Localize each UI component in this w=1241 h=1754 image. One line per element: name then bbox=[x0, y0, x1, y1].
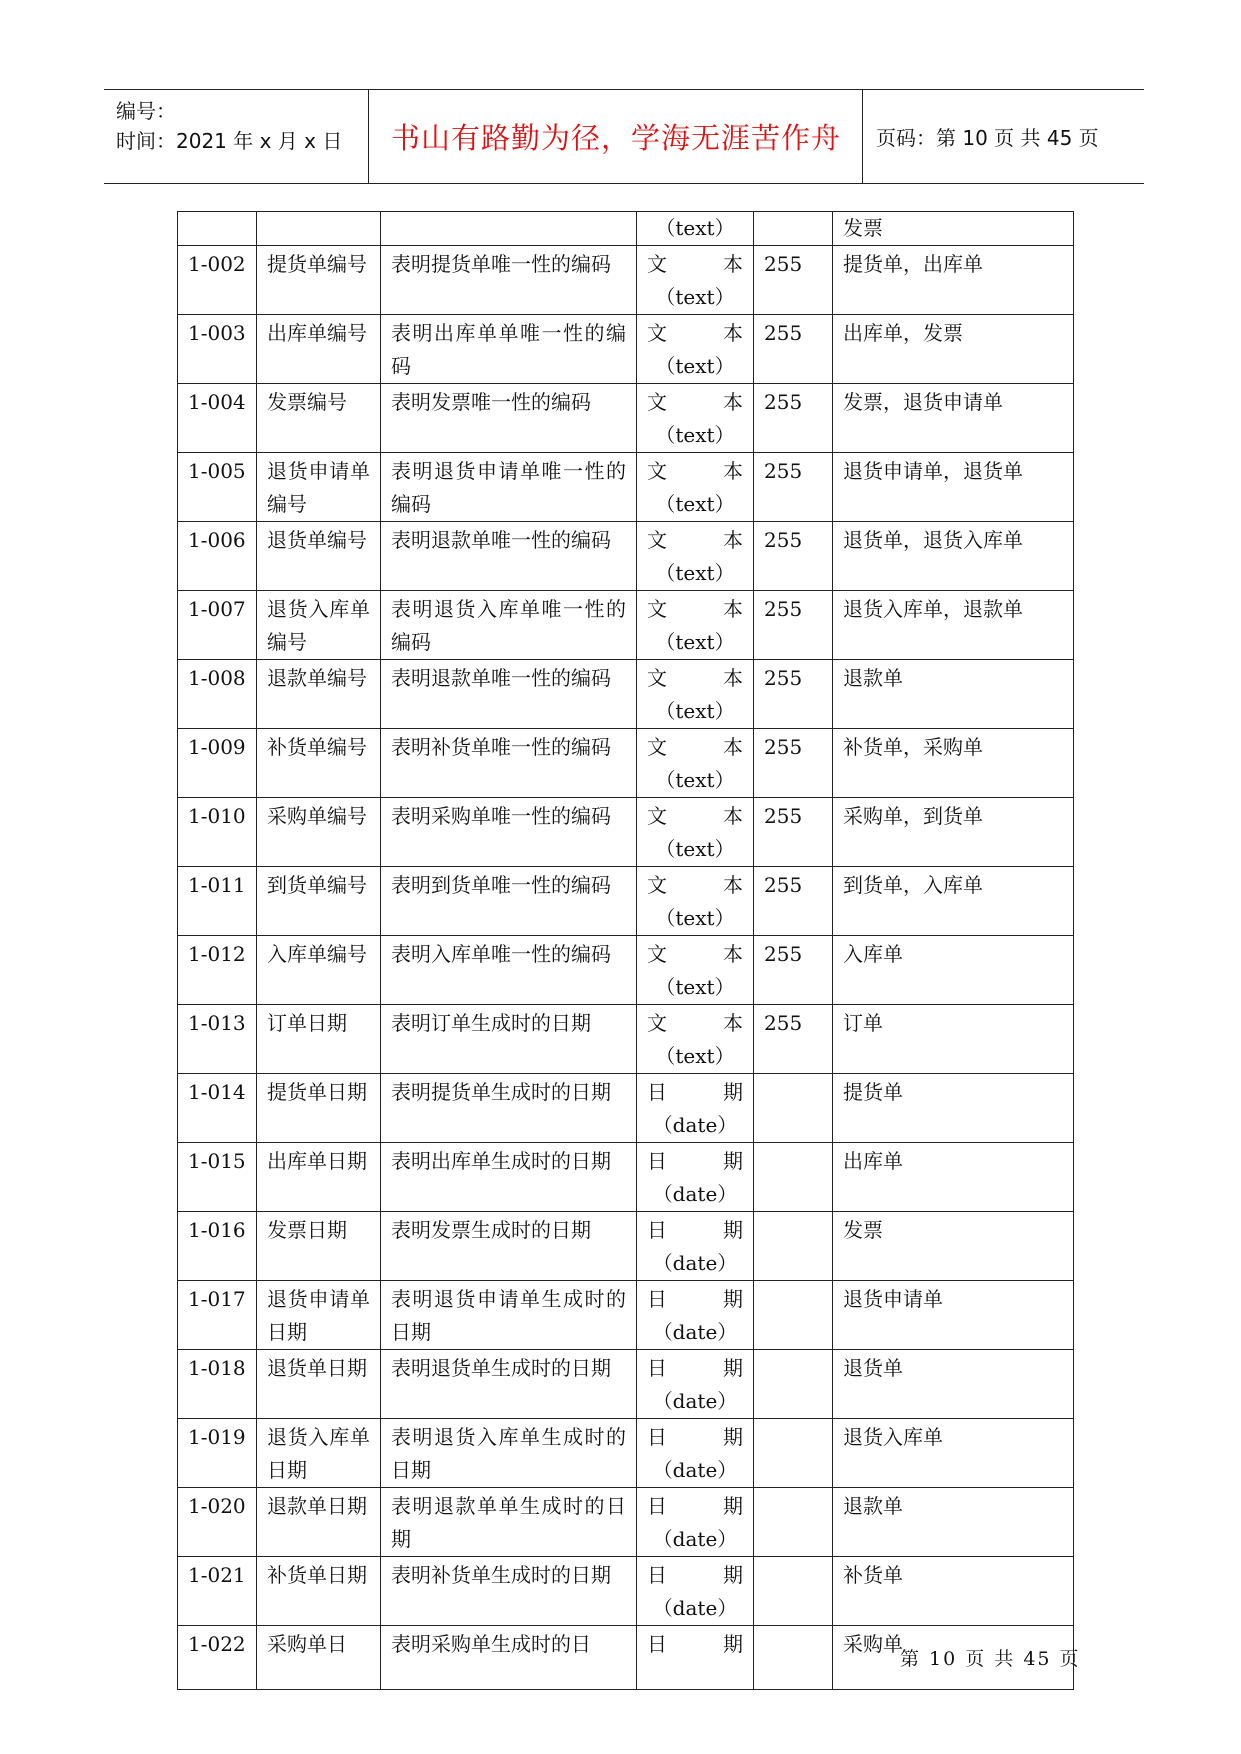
cell-id: 1-013 bbox=[178, 1005, 257, 1074]
cell-type-label: 文 本 bbox=[647, 597, 743, 621]
cell-length: 255 bbox=[754, 246, 833, 315]
cell-type-code: （date） bbox=[652, 1458, 738, 1482]
cell-used-in: 退货申请单 bbox=[833, 1281, 1074, 1350]
cell-type-code: （text） bbox=[655, 492, 735, 516]
cell-name: 采购单编号 bbox=[257, 798, 381, 867]
cell-used-in: 提货单，出库单 bbox=[833, 246, 1074, 315]
cell-type-label: 日 期 bbox=[647, 1356, 743, 1380]
cell-length: 255 bbox=[754, 798, 833, 867]
cell-id: 1-022 bbox=[178, 1626, 257, 1690]
cell-id: 1-009 bbox=[178, 729, 257, 798]
cell-length bbox=[754, 1281, 833, 1350]
cell-type-label: 日 期 bbox=[647, 1218, 743, 1242]
cell-type-label: 文 本 bbox=[647, 252, 743, 276]
cell-description: 表明退款单唯一性的编码 bbox=[381, 522, 637, 591]
cell-type-label: 日 期 bbox=[647, 1080, 743, 1104]
cell-length: 255 bbox=[754, 936, 833, 1005]
cell-length bbox=[754, 1212, 833, 1281]
cell-description: 表明退货单生成时的日期 bbox=[381, 1350, 637, 1419]
table-row bbox=[178, 315, 1074, 384]
cell-length bbox=[754, 1626, 833, 1690]
cell-type-code: （text） bbox=[655, 630, 735, 654]
cell-name: 出库单编号 bbox=[257, 315, 381, 384]
cell-used-in: 提货单 bbox=[833, 1074, 1074, 1143]
cell-type-code: （text） bbox=[655, 285, 735, 309]
cell-id: 1-004 bbox=[178, 384, 257, 453]
table-row bbox=[178, 1488, 1074, 1557]
cell-type-code: （date） bbox=[652, 1251, 738, 1275]
cell-name: 退货单编号 bbox=[257, 522, 381, 591]
cell-length: 255 bbox=[754, 867, 833, 936]
cell-used-in: 发票 bbox=[833, 212, 1074, 246]
cell-name: 采购单日 bbox=[257, 1626, 381, 1690]
cell-used-in: 退货入库单，退款单 bbox=[833, 591, 1074, 660]
cell-length bbox=[754, 1074, 833, 1143]
cell-name: 退货申请单编号 bbox=[257, 453, 381, 522]
cell-description: 表明补货单生成时的日期 bbox=[381, 1557, 637, 1626]
document-time-label: 时间：2021 年 x 月 x 日 bbox=[116, 129, 343, 153]
cell-description: 表明提货单生成时的日期 bbox=[381, 1074, 637, 1143]
cell-description: 表明采购单唯一性的编码 bbox=[381, 798, 637, 867]
cell-type-label: 文 本 bbox=[647, 528, 743, 552]
cell-type-code: （date） bbox=[652, 1320, 738, 1344]
cell-type-code: （date） bbox=[652, 1113, 738, 1137]
cell-used-in: 采购单，到货单 bbox=[833, 798, 1074, 867]
cell-type-label: 文 本 bbox=[647, 873, 743, 897]
cell-used-in: 退货申请单，退货单 bbox=[833, 453, 1074, 522]
cell-length: 255 bbox=[754, 522, 833, 591]
cell-name: 出库单日期 bbox=[257, 1143, 381, 1212]
table-row bbox=[178, 1005, 1074, 1074]
cell-description: 表明到货单唯一性的编码 bbox=[381, 867, 637, 936]
cell-id: 1-018 bbox=[178, 1350, 257, 1419]
table-row bbox=[178, 936, 1074, 1005]
cell-description: 表明提货单唯一性的编码 bbox=[381, 246, 637, 315]
cell-length bbox=[754, 1419, 833, 1488]
cell-used-in: 退货单 bbox=[833, 1350, 1074, 1419]
cell-name: 补货单编号 bbox=[257, 729, 381, 798]
cell-description: 表明退款单单生成时的日期 bbox=[381, 1488, 637, 1557]
cell-used-in: 订单 bbox=[833, 1005, 1074, 1074]
cell-id: 1-021 bbox=[178, 1557, 257, 1626]
table-row bbox=[178, 1419, 1074, 1488]
cell-used-in: 出库单 bbox=[833, 1143, 1074, 1212]
cell-id: 1-020 bbox=[178, 1488, 257, 1557]
cell-description: 表明退货入库单唯一性的编码 bbox=[381, 591, 637, 660]
cell-type-code: （text） bbox=[655, 699, 735, 723]
cell-id: 1-019 bbox=[178, 1419, 257, 1488]
cell-name: 订单日期 bbox=[257, 1005, 381, 1074]
cell-type bbox=[637, 591, 754, 660]
cell-description bbox=[381, 212, 637, 246]
cell-type bbox=[637, 936, 754, 1005]
cell-id: 1-014 bbox=[178, 1074, 257, 1143]
cell-used-in: 到货单，入库单 bbox=[833, 867, 1074, 936]
cell-name: 入库单编号 bbox=[257, 936, 381, 1005]
cell-id: 1-010 bbox=[178, 798, 257, 867]
header-page-label: 页码：第 10 页 共 45 页 bbox=[876, 126, 1099, 150]
cell-type-label: 文 本 bbox=[647, 804, 743, 828]
table-row bbox=[178, 798, 1074, 867]
table-row bbox=[178, 384, 1074, 453]
cell-used-in: 入库单 bbox=[833, 936, 1074, 1005]
cell-id: 1-008 bbox=[178, 660, 257, 729]
cell-used-in: 退货单，退货入库单 bbox=[833, 522, 1074, 591]
cell-type bbox=[637, 1557, 754, 1626]
cell-name: 退货入库单日期 bbox=[257, 1419, 381, 1488]
cell-type-label: 日 期 bbox=[647, 1149, 743, 1173]
cell-type-code: （text） bbox=[655, 216, 735, 240]
table-row bbox=[178, 522, 1074, 591]
cell-type-code: （date） bbox=[652, 1182, 738, 1206]
cell-type-code: （text） bbox=[655, 906, 735, 930]
cell-type bbox=[637, 1005, 754, 1074]
cell-type-code: （date） bbox=[652, 1389, 738, 1413]
cell-description: 表明出库单生成时的日期 bbox=[381, 1143, 637, 1212]
cell-name: 退货入库单编号 bbox=[257, 591, 381, 660]
cell-id: 1-005 bbox=[178, 453, 257, 522]
cell-name: 提货单日期 bbox=[257, 1074, 381, 1143]
table-row bbox=[178, 212, 1074, 246]
cell-description: 表明订单生成时的日期 bbox=[381, 1005, 637, 1074]
header-info bbox=[116, 96, 366, 156]
cell-type bbox=[637, 522, 754, 591]
cell-description: 表明出库单单唯一性的编码 bbox=[381, 315, 637, 384]
cell-used-in: 退款单 bbox=[833, 660, 1074, 729]
cell-id: 1-003 bbox=[178, 315, 257, 384]
cell-length: 255 bbox=[754, 315, 833, 384]
cell-type bbox=[637, 1143, 754, 1212]
cell-type-code: （date） bbox=[652, 1596, 738, 1620]
cell-type bbox=[637, 1074, 754, 1143]
cell-type bbox=[637, 315, 754, 384]
cell-type bbox=[637, 867, 754, 936]
cell-type bbox=[637, 1212, 754, 1281]
cell-type-code: （text） bbox=[655, 975, 735, 999]
cell-type-label: 文 本 bbox=[647, 735, 743, 759]
header-divider bbox=[862, 90, 863, 183]
table-row bbox=[178, 591, 1074, 660]
cell-type bbox=[637, 1350, 754, 1419]
table-row bbox=[178, 1074, 1074, 1143]
table-row bbox=[178, 453, 1074, 522]
table-row bbox=[178, 867, 1074, 936]
cell-name: 退货申请单日期 bbox=[257, 1281, 381, 1350]
table-row bbox=[178, 1212, 1074, 1281]
cell-name: 补货单日期 bbox=[257, 1557, 381, 1626]
cell-description: 表明补货单唯一性的编码 bbox=[381, 729, 637, 798]
cell-type bbox=[637, 1626, 754, 1690]
cell-length bbox=[754, 1557, 833, 1626]
cell-type-label: 文 本 bbox=[647, 321, 743, 345]
table-row bbox=[178, 1281, 1074, 1350]
cell-id: 1-002 bbox=[178, 246, 257, 315]
cell-description: 表明退货入库单生成时的日期 bbox=[381, 1419, 637, 1488]
cell-length: 255 bbox=[754, 384, 833, 453]
cell-id: 1-016 bbox=[178, 1212, 257, 1281]
cell-used-in: 发票 bbox=[833, 1212, 1074, 1281]
cell-type bbox=[637, 1488, 754, 1557]
table-row bbox=[178, 660, 1074, 729]
cell-length bbox=[754, 1488, 833, 1557]
cell-description: 表明发票唯一性的编码 bbox=[381, 384, 637, 453]
cell-length bbox=[754, 1350, 833, 1419]
document-number-label: 编号： bbox=[116, 99, 176, 123]
cell-name: 退货单日期 bbox=[257, 1350, 381, 1419]
cell-id: 1-012 bbox=[178, 936, 257, 1005]
cell-description: 表明退货申请单生成时的日期 bbox=[381, 1281, 637, 1350]
table-row bbox=[178, 1143, 1074, 1212]
cell-type-label: 日 期 bbox=[647, 1425, 743, 1449]
cell-length: 255 bbox=[754, 1005, 833, 1074]
cell-used-in: 补货单 bbox=[833, 1557, 1074, 1626]
cell-name: 提货单编号 bbox=[257, 246, 381, 315]
cell-description: 表明退款单唯一性的编码 bbox=[381, 660, 637, 729]
cell-type bbox=[637, 453, 754, 522]
cell-type-code: （text） bbox=[655, 354, 735, 378]
cell-description: 表明退货申请单唯一性的编码 bbox=[381, 453, 637, 522]
cell-used-in: 出库单，发票 bbox=[833, 315, 1074, 384]
cell-type bbox=[637, 384, 754, 453]
cell-used-in: 退款单 bbox=[833, 1488, 1074, 1557]
cell-type-label: 日 期 bbox=[647, 1563, 743, 1587]
cell-type-label: 文 本 bbox=[647, 459, 743, 483]
cell-length bbox=[754, 212, 833, 246]
cell-type bbox=[637, 246, 754, 315]
data-dictionary-table bbox=[177, 211, 1074, 1690]
cell-name: 退款单编号 bbox=[257, 660, 381, 729]
cell-type bbox=[637, 798, 754, 867]
cell-used-in: 补货单，采购单 bbox=[833, 729, 1074, 798]
cell-used-in: 采购单 bbox=[833, 1626, 1074, 1690]
cell-name: 发票日期 bbox=[257, 1212, 381, 1281]
cell-id: 1-015 bbox=[178, 1143, 257, 1212]
cell-used-in: 退货入库单 bbox=[833, 1419, 1074, 1488]
cell-description: 表明入库单唯一性的编码 bbox=[381, 936, 637, 1005]
cell-type-label: 文 本 bbox=[647, 942, 743, 966]
cell-length bbox=[754, 1143, 833, 1212]
cell-type-code: （text） bbox=[655, 1044, 735, 1068]
cell-length: 255 bbox=[754, 453, 833, 522]
page-header bbox=[104, 89, 1144, 184]
cell-type-label: 文 本 bbox=[647, 390, 743, 414]
cell-type bbox=[637, 212, 754, 246]
cell-name: 退款单日期 bbox=[257, 1488, 381, 1557]
cell-description: 表明发票生成时的日期 bbox=[381, 1212, 637, 1281]
cell-description: 表明采购单生成时的日 bbox=[381, 1626, 637, 1690]
cell-type-code: （text） bbox=[655, 768, 735, 792]
cell-name: 发票编号 bbox=[257, 384, 381, 453]
cell-type bbox=[637, 1419, 754, 1488]
cell-type-label: 日 期 bbox=[647, 1287, 743, 1311]
cell-type bbox=[637, 660, 754, 729]
cell-type-code: （text） bbox=[655, 423, 735, 447]
cell-id: 1-017 bbox=[178, 1281, 257, 1350]
cell-type bbox=[637, 1281, 754, 1350]
header-motto: 书山有路勤为径，学海无涯苦作舟 bbox=[390, 121, 841, 155]
cell-length: 255 bbox=[754, 591, 833, 660]
cell-type-label: 日 期 bbox=[647, 1494, 743, 1518]
cell-type-label: 文 本 bbox=[647, 1011, 743, 1035]
table-row bbox=[178, 1557, 1074, 1626]
cell-name bbox=[257, 212, 381, 246]
cell-length: 255 bbox=[754, 729, 833, 798]
cell-type-code: （date） bbox=[652, 1527, 738, 1551]
table-row bbox=[178, 246, 1074, 315]
cell-length: 255 bbox=[754, 660, 833, 729]
table-row bbox=[178, 729, 1074, 798]
cell-name: 到货单编号 bbox=[257, 867, 381, 936]
table-row bbox=[178, 1350, 1074, 1419]
cell-type-label: 文 本 bbox=[647, 666, 743, 690]
cell-id: 1-006 bbox=[178, 522, 257, 591]
cell-type-code: （text） bbox=[655, 561, 735, 585]
cell-id bbox=[178, 212, 257, 246]
cell-id: 1-007 bbox=[178, 591, 257, 660]
cell-type bbox=[637, 729, 754, 798]
cell-type-code: （text） bbox=[655, 837, 735, 861]
cell-used-in: 发票，退货申请单 bbox=[833, 384, 1074, 453]
cell-id: 1-011 bbox=[178, 867, 257, 936]
page-footer: 第 10 页 共 45 页 bbox=[900, 1648, 1081, 1670]
cell-type-label: 日 期 bbox=[647, 1632, 743, 1656]
header-divider bbox=[368, 90, 369, 183]
